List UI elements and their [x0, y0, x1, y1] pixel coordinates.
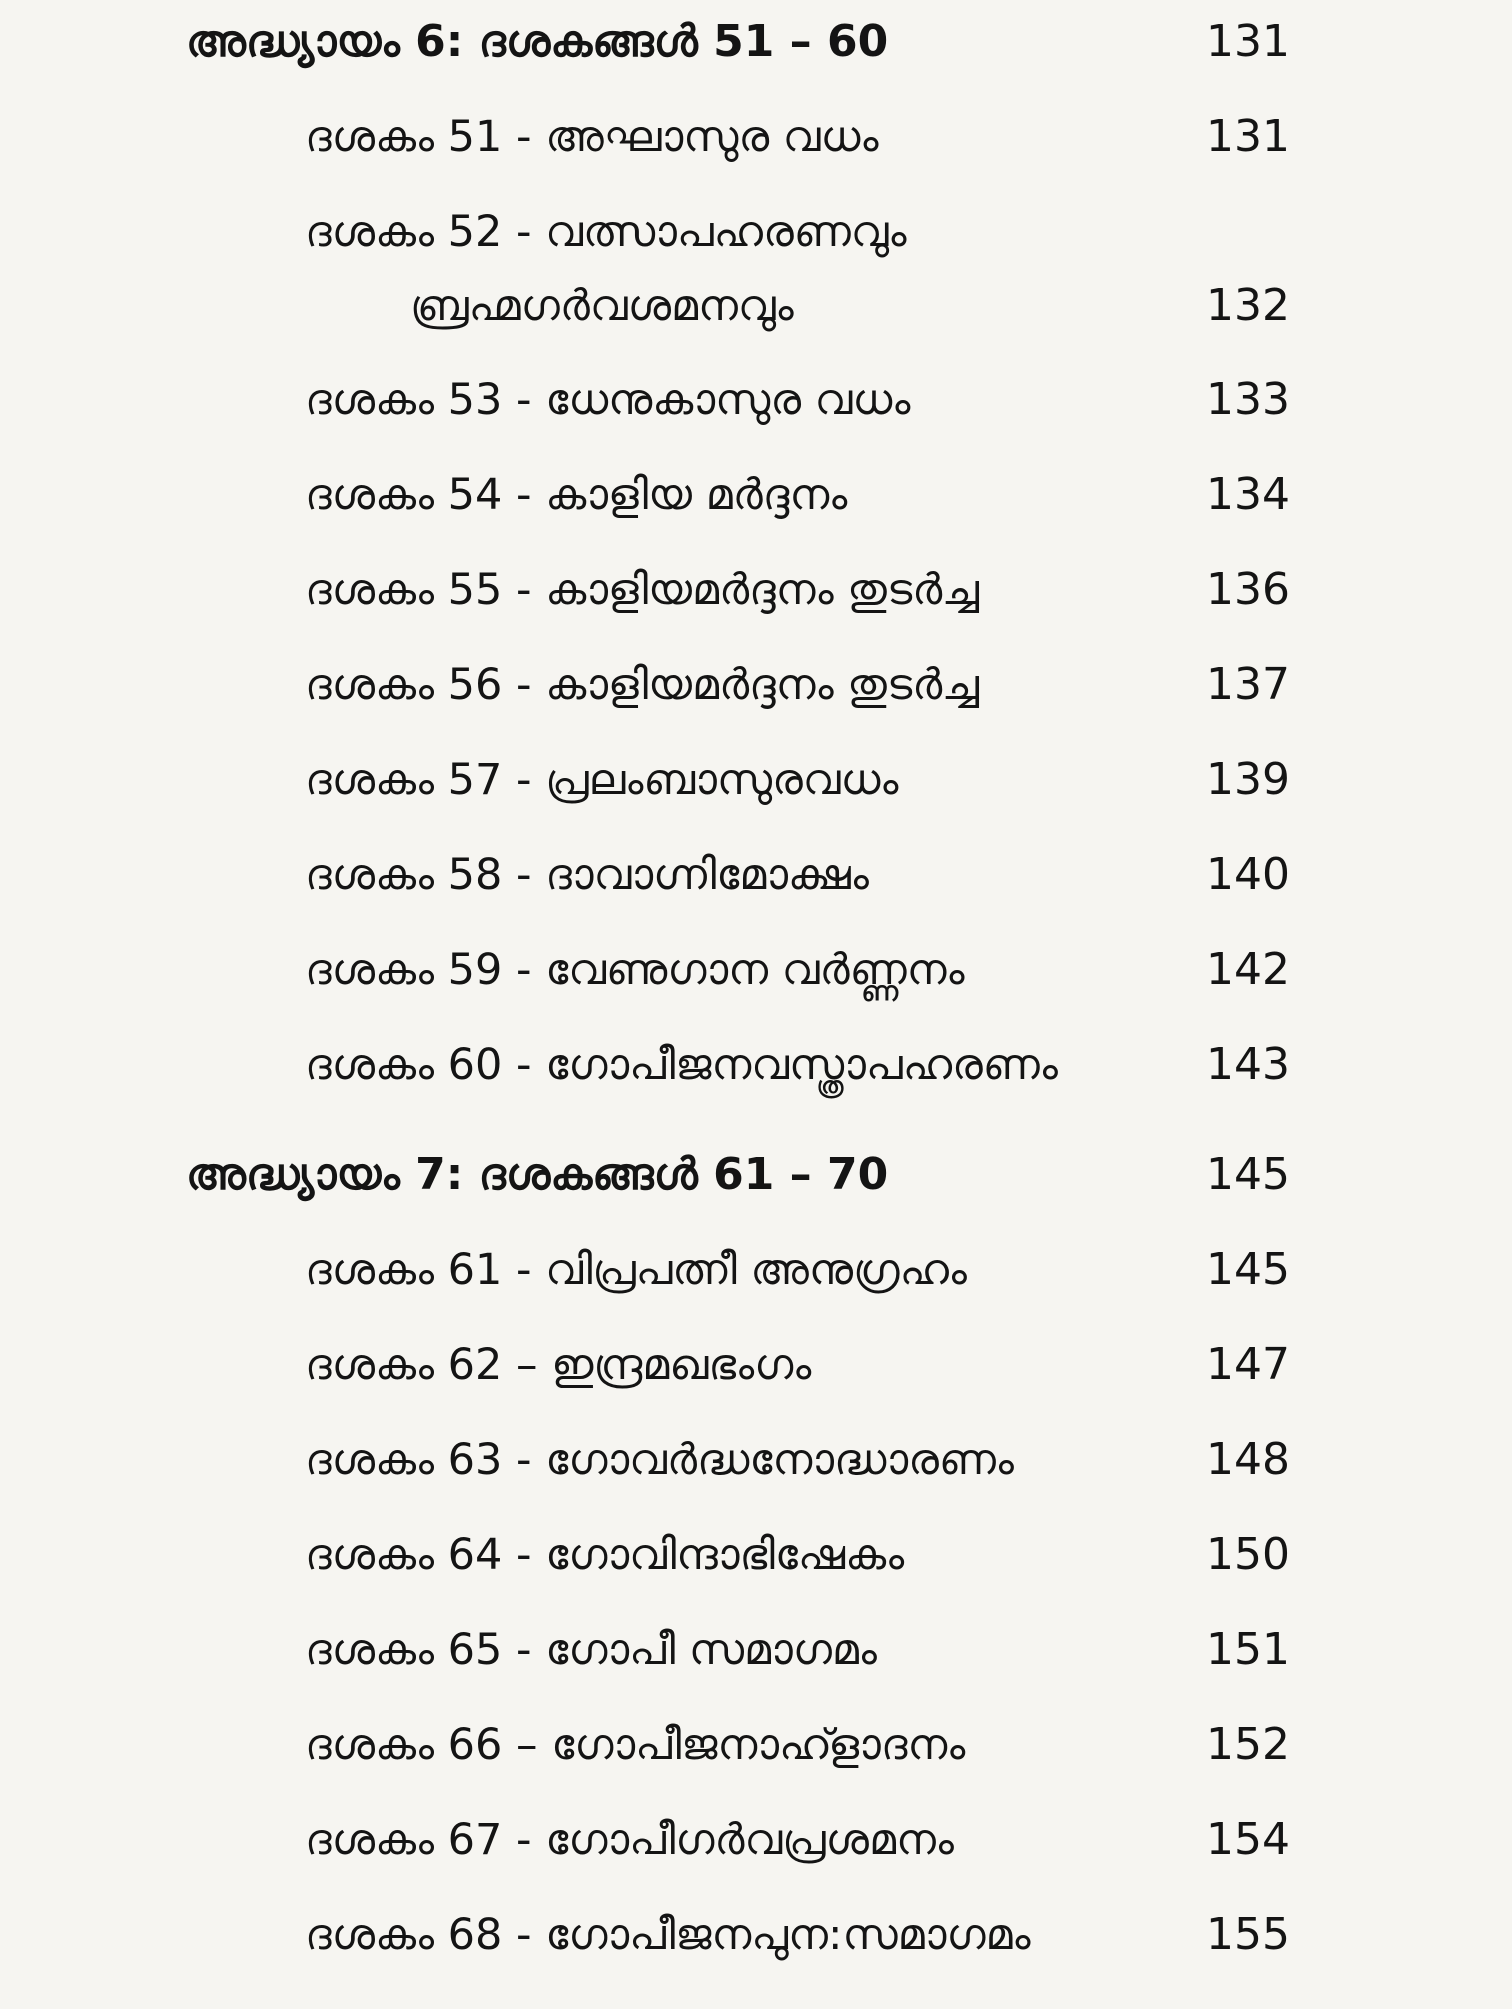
entry-title: ദശകം 53 - ധേനുകാസുര വധം — [305, 375, 911, 425]
toc-entry-57 — [0, 748, 1512, 812]
toc-entry-52 — [0, 200, 1512, 264]
entry-page-number: 134 — [1206, 469, 1290, 520]
chapter-6-heading — [0, 10, 1512, 74]
entry-title: ദശകം 60 - ഗോപീജനവസ്ത്രാപഹരണം — [305, 1040, 1058, 1090]
entry-page-number: 148 — [1206, 1434, 1290, 1485]
entry-title: ദശകം 57 - പ്രലംബാസുരവധം — [305, 755, 899, 805]
entry-page-number: 132 — [1206, 280, 1290, 331]
toc-entry-56 — [0, 653, 1512, 717]
entry-page-number: 137 — [1206, 659, 1290, 710]
entry-page-number: 145 — [1206, 1244, 1290, 1295]
entry-title: ദശകം 61 - വിപ്രപത്നീ അനുഗ്രഹം — [305, 1245, 967, 1295]
entry-title: ദശകം 58 - ദാവാഗ്നിമോക്ഷം — [305, 850, 869, 900]
entry-page-number: 155 — [1206, 1909, 1290, 1960]
entry-page-number: 142 — [1206, 944, 1290, 995]
toc-entry-65 — [0, 1618, 1512, 1682]
entry-title: ദശകം 64 - ഗോവിന്ദാഭിഷേകം — [305, 1530, 905, 1580]
entry-page-number: 143 — [1206, 1039, 1290, 1090]
entry-title: ദശകം 62 – ഇന്ദ്രമഖഭംഗം — [305, 1340, 812, 1390]
toc-entry-51 — [0, 105, 1512, 169]
toc-entry-58 — [0, 843, 1512, 907]
entry-page-number: 152 — [1206, 1719, 1290, 1770]
entry-title: ദശകം 68 - ഗോപീജനപുന:സമാഗമം — [305, 1910, 1031, 1960]
entry-title: ദശകം 67 - ഗോപീഗർവപ്രശമനം — [305, 1815, 954, 1865]
entry-page-number: 150 — [1206, 1529, 1290, 1580]
toc-entry-55 — [0, 558, 1512, 622]
entry-title: ദശകം 55 - കാളിയമർദ്ദനം തുടർച്ച — [305, 565, 980, 615]
entry-title: ദശകം 54 - കാളിയ മർദ്ദനം — [305, 470, 848, 520]
entry-page-number: 151 — [1206, 1624, 1290, 1675]
entry-title: ദശകം 65 - ഗോപീ സമാഗമം — [305, 1625, 877, 1675]
entry-page-number: 131 — [1206, 111, 1290, 162]
toc-entry-53 — [0, 368, 1512, 432]
toc-entry-66 — [0, 1713, 1512, 1777]
entry-title: ദശകം 59 - വേണുഗാന വർണ്ണനം — [305, 945, 965, 995]
entry-title: ദശകം 66 – ഗോപീജനാഹ്ളാദനം — [305, 1720, 966, 1770]
chapter-page-number: 145 — [1206, 1149, 1290, 1200]
entry-title: ദശകം 56 - കാളിയമർദ്ദനം തുടർച്ച — [305, 660, 980, 710]
chapter-page-number: 131 — [1206, 16, 1290, 67]
entry-page-number: 136 — [1206, 564, 1290, 615]
entry-page-number: 154 — [1206, 1814, 1290, 1865]
entry-title-continuation: ബ്രഹ്മഗർവശമനവും — [410, 281, 794, 331]
chapter-title: അദ്ധ്യായം 6: ദശകങ്ങൾ 51 – 60 — [186, 16, 889, 67]
entry-page-number: 140 — [1206, 849, 1290, 900]
toc-entry-68 — [0, 1903, 1512, 1967]
toc-entry-61 — [0, 1238, 1512, 1302]
toc-entry-67 — [0, 1808, 1512, 1872]
toc-entry-64 — [0, 1523, 1512, 1587]
toc-entry-63 — [0, 1428, 1512, 1492]
toc-entry-59 — [0, 938, 1512, 1002]
entry-page-number: 139 — [1206, 754, 1290, 805]
entry-title: ദശകം 63 - ഗോവർദ്ധനോദ്ധാരണം — [305, 1435, 1014, 1485]
entry-title: ദശകം 51 - അഘാസുര വധം — [305, 112, 879, 162]
entry-page-number: 133 — [1206, 374, 1290, 425]
toc-entry-60 — [0, 1033, 1512, 1097]
chapter-7-heading — [0, 1143, 1512, 1207]
entry-page-number: 147 — [1206, 1339, 1290, 1390]
chapter-title: അദ്ധ്യായം 7: ദശകങ്ങൾ 61 – 70 — [186, 1149, 889, 1200]
entry-title: ദശകം 52 - വത്സാപഹരണവും — [305, 207, 907, 257]
toc-entry-52-continued — [0, 274, 1512, 338]
toc-entry-54 — [0, 463, 1512, 527]
toc-entry-62 — [0, 1333, 1512, 1397]
